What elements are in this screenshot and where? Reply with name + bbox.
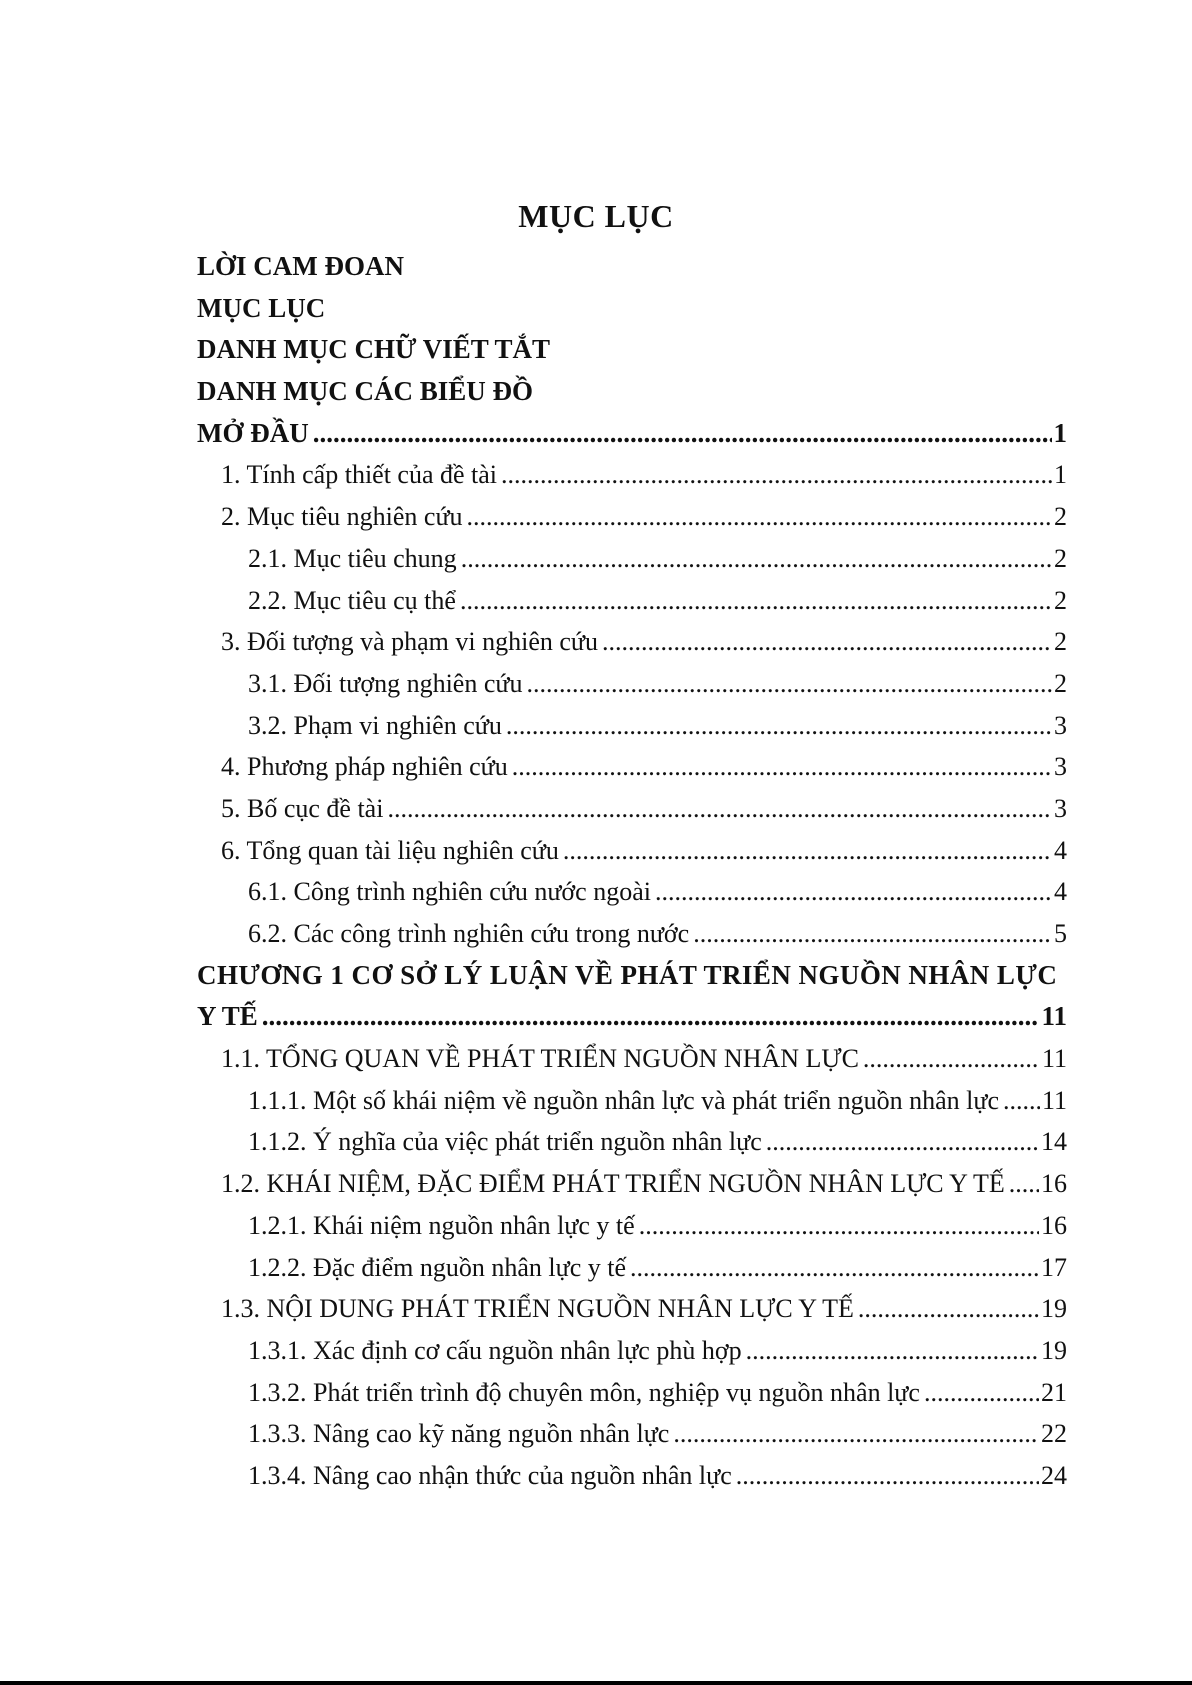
toc-entry bbox=[197, 1455, 1067, 1497]
toc-entry-text: 1.2.2. Đặc điểm nguồn nhân lực y tế bbox=[248, 1252, 627, 1282]
toc-dot-leader bbox=[501, 454, 1052, 496]
toc-entry-text: 6.1. Công trình nghiên cứu nước ngoài bbox=[248, 877, 651, 907]
toc-entry bbox=[197, 1121, 1067, 1163]
toc-entry bbox=[197, 538, 1067, 580]
toc-dot-leader bbox=[924, 1372, 1039, 1414]
toc-entry bbox=[197, 663, 1067, 705]
toc-entry-page-number: 17 bbox=[1041, 1252, 1067, 1282]
toc-entry bbox=[197, 288, 1067, 330]
toc-dot-leader bbox=[387, 788, 1052, 830]
toc-dot-leader bbox=[639, 1205, 1039, 1247]
toc-entry-text: Y TẾ bbox=[197, 1001, 258, 1032]
toc-dot-leader bbox=[693, 913, 1052, 955]
toc-entry-text: 4. Phương pháp nghiên cứu bbox=[221, 752, 508, 782]
toc-dot-leader bbox=[262, 996, 1040, 1038]
toc-dot-leader bbox=[863, 1038, 1040, 1080]
toc-entry-text: 2.2. Mục tiêu cụ thể bbox=[248, 585, 456, 615]
toc-entry bbox=[197, 454, 1067, 496]
toc-entry bbox=[197, 496, 1067, 538]
toc-entry-page-number: 1 bbox=[1054, 460, 1067, 490]
toc-entry-page-number: 16 bbox=[1041, 1169, 1067, 1199]
toc-dot-leader bbox=[506, 705, 1052, 747]
toc-dot-leader bbox=[630, 1247, 1039, 1289]
toc-entry-page-number: 2 bbox=[1054, 502, 1067, 532]
toc-entry bbox=[197, 246, 1067, 288]
toc-entry-page-number: 3 bbox=[1054, 793, 1067, 823]
toc-entry bbox=[197, 746, 1067, 788]
toc-entry bbox=[197, 371, 1067, 413]
toc-entry-text: 1.1.2. Ý nghĩa của việc phát triển nguồn nhân lực bbox=[248, 1127, 762, 1157]
toc-entry-text: DANH MỤC CHỮ VIẾT TẮT bbox=[197, 334, 551, 365]
toc-entry-text: MỤC LỤC bbox=[197, 292, 326, 323]
toc-entry-text: 2.1. Mục tiêu chung bbox=[248, 543, 457, 573]
toc-entry-text: 1.3.4. Nâng cao nhận thức của nguồn nhân lực bbox=[248, 1460, 732, 1490]
toc-entry bbox=[197, 1163, 1067, 1205]
toc-entry-page-number: 19 bbox=[1041, 1335, 1067, 1365]
toc-dot-leader bbox=[467, 496, 1052, 538]
toc-dot-leader bbox=[526, 663, 1052, 705]
toc-dot-leader bbox=[602, 621, 1052, 663]
toc-entry bbox=[197, 1247, 1067, 1289]
toc-entry bbox=[197, 871, 1067, 913]
toc-entry bbox=[197, 329, 1067, 371]
toc-entry-page-number: 19 bbox=[1041, 1294, 1067, 1324]
table-of-contents bbox=[197, 246, 1067, 1497]
toc-entry bbox=[197, 621, 1067, 663]
toc-dot-leader bbox=[858, 1288, 1039, 1330]
toc-dot-leader bbox=[655, 871, 1052, 913]
toc-entry bbox=[197, 913, 1067, 955]
toc-entry-text: 1.3.1. Xác định cơ cấu nguồn nhân lực phù hợp bbox=[248, 1335, 742, 1365]
toc-entry-text: 6. Tổng quan tài liệu nghiên cứu bbox=[221, 835, 559, 865]
toc-entry-text: 2. Mục tiêu nghiên cứu bbox=[221, 502, 463, 532]
toc-entry-page-number: 3 bbox=[1054, 752, 1067, 782]
toc-dot-leader bbox=[461, 538, 1052, 580]
toc-entry bbox=[197, 830, 1067, 872]
toc-entry-page-number: 4 bbox=[1054, 835, 1067, 865]
toc-entry-page-number: 2 bbox=[1054, 668, 1067, 698]
toc-entry-text: 1.2.1. Khái niệm nguồn nhân lực y tế bbox=[248, 1210, 635, 1240]
toc-dot-leader bbox=[1009, 1163, 1039, 1205]
toc-dot-leader bbox=[512, 746, 1052, 788]
toc-entry-page-number: 2 bbox=[1054, 543, 1067, 573]
toc-entry-text: CHƯƠNG 1 CƠ SỞ LÝ LUẬN VỀ PHÁT TRIỂN NGUỒN NHÂN LỰC bbox=[197, 959, 1058, 990]
toc-dot-leader bbox=[1003, 1080, 1040, 1122]
toc-entry-text: DANH MỤC CÁC BIỂU ĐỒ bbox=[197, 376, 533, 407]
toc-entry-text: 5. Bố cục đề tài bbox=[221, 793, 384, 823]
toc-dot-leader bbox=[460, 580, 1052, 622]
toc-entry-text: 6.2. Các công trình nghiên cứu trong nước bbox=[248, 919, 690, 948]
toc-entry-page-number: 16 bbox=[1041, 1210, 1067, 1240]
toc-entry-text: 1.3.2. Phát triển trình độ chuyên môn, nghiệp vụ nguồn nhân lực bbox=[248, 1377, 920, 1407]
toc-entry-page-number: 11 bbox=[1041, 1044, 1067, 1074]
toc-entry-page-number: 14 bbox=[1041, 1127, 1067, 1157]
toc-dot-leader bbox=[736, 1455, 1039, 1497]
toc-entry-page-number: 2 bbox=[1054, 627, 1067, 657]
toc-dot-leader bbox=[766, 1121, 1039, 1163]
toc-entry-text: 1.3. NỘI DUNG PHÁT TRIỂN NGUỒN NHÂN LỰC Y TẾ bbox=[221, 1294, 854, 1324]
toc-entry bbox=[197, 996, 1067, 1038]
toc-entry-page-number: 5 bbox=[1054, 919, 1067, 948]
toc-entry-text: LỜI CAM ĐOAN bbox=[197, 251, 404, 281]
toc-entry-page-number: 22 bbox=[1041, 1419, 1067, 1449]
toc-entry-page-number: 24 bbox=[1041, 1460, 1067, 1490]
toc-title: MỤC LỤC bbox=[518, 198, 674, 234]
toc-entry-text: 3. Đối tượng và phạm vi nghiên cứu bbox=[221, 627, 598, 657]
toc-entry-text: MỞ ĐẦU bbox=[197, 417, 309, 448]
toc-entry bbox=[197, 1080, 1067, 1122]
toc-entry-page-number: 1 bbox=[1053, 417, 1067, 448]
toc-entry-text: 1.1. TỔNG QUAN VỀ PHÁT TRIỂN NGUỒN NHÂN LỰC bbox=[221, 1044, 859, 1074]
toc-entry bbox=[197, 1372, 1067, 1414]
toc-entry-text: 3.2. Phạm vi nghiên cứu bbox=[248, 710, 502, 740]
toc-entry-text: 1.3.3. Nâng cao kỹ năng nguồn nhân lực bbox=[248, 1419, 670, 1449]
toc-entry bbox=[197, 955, 1067, 997]
toc-entry-page-number: 11 bbox=[1041, 1085, 1067, 1115]
bottom-border-line bbox=[0, 1681, 1192, 1685]
toc-entry-page-number: 21 bbox=[1041, 1377, 1067, 1407]
toc-dot-leader bbox=[313, 413, 1052, 455]
toc-entry-text: 1.1.1. Một số khái niệm về nguồn nhân lực và phát triển nguồn nhân lực bbox=[248, 1085, 999, 1115]
toc-entry-page-number: 3 bbox=[1054, 710, 1067, 740]
toc-entry-page-number: 11 bbox=[1041, 1001, 1067, 1032]
toc-entry bbox=[197, 1205, 1067, 1247]
toc-entry bbox=[197, 705, 1067, 747]
toc-entry bbox=[197, 1413, 1067, 1455]
toc-entry-page-number: 2 bbox=[1054, 585, 1067, 615]
toc-entry bbox=[197, 788, 1067, 830]
toc-dot-leader bbox=[563, 830, 1052, 872]
toc-entry-page-number: 4 bbox=[1054, 877, 1067, 907]
toc-dot-leader bbox=[746, 1330, 1039, 1372]
toc-entry bbox=[197, 1038, 1067, 1080]
toc-entry bbox=[197, 413, 1067, 455]
toc-entry bbox=[197, 1288, 1067, 1330]
toc-entry bbox=[197, 580, 1067, 622]
toc-entry-text: 1. Tính cấp thiết của đề tài bbox=[221, 460, 498, 490]
toc-dot-leader bbox=[673, 1413, 1039, 1455]
toc-entry bbox=[197, 1330, 1067, 1372]
toc-entry-text: 3.1. Đối tượng nghiên cứu bbox=[248, 668, 523, 698]
toc-entry-text: 1.2. KHÁI NIỆM, ĐẶC ĐIỂM PHÁT TRIỂN NGUỒN NHÂN LỰC Y TẾ bbox=[221, 1169, 1005, 1199]
